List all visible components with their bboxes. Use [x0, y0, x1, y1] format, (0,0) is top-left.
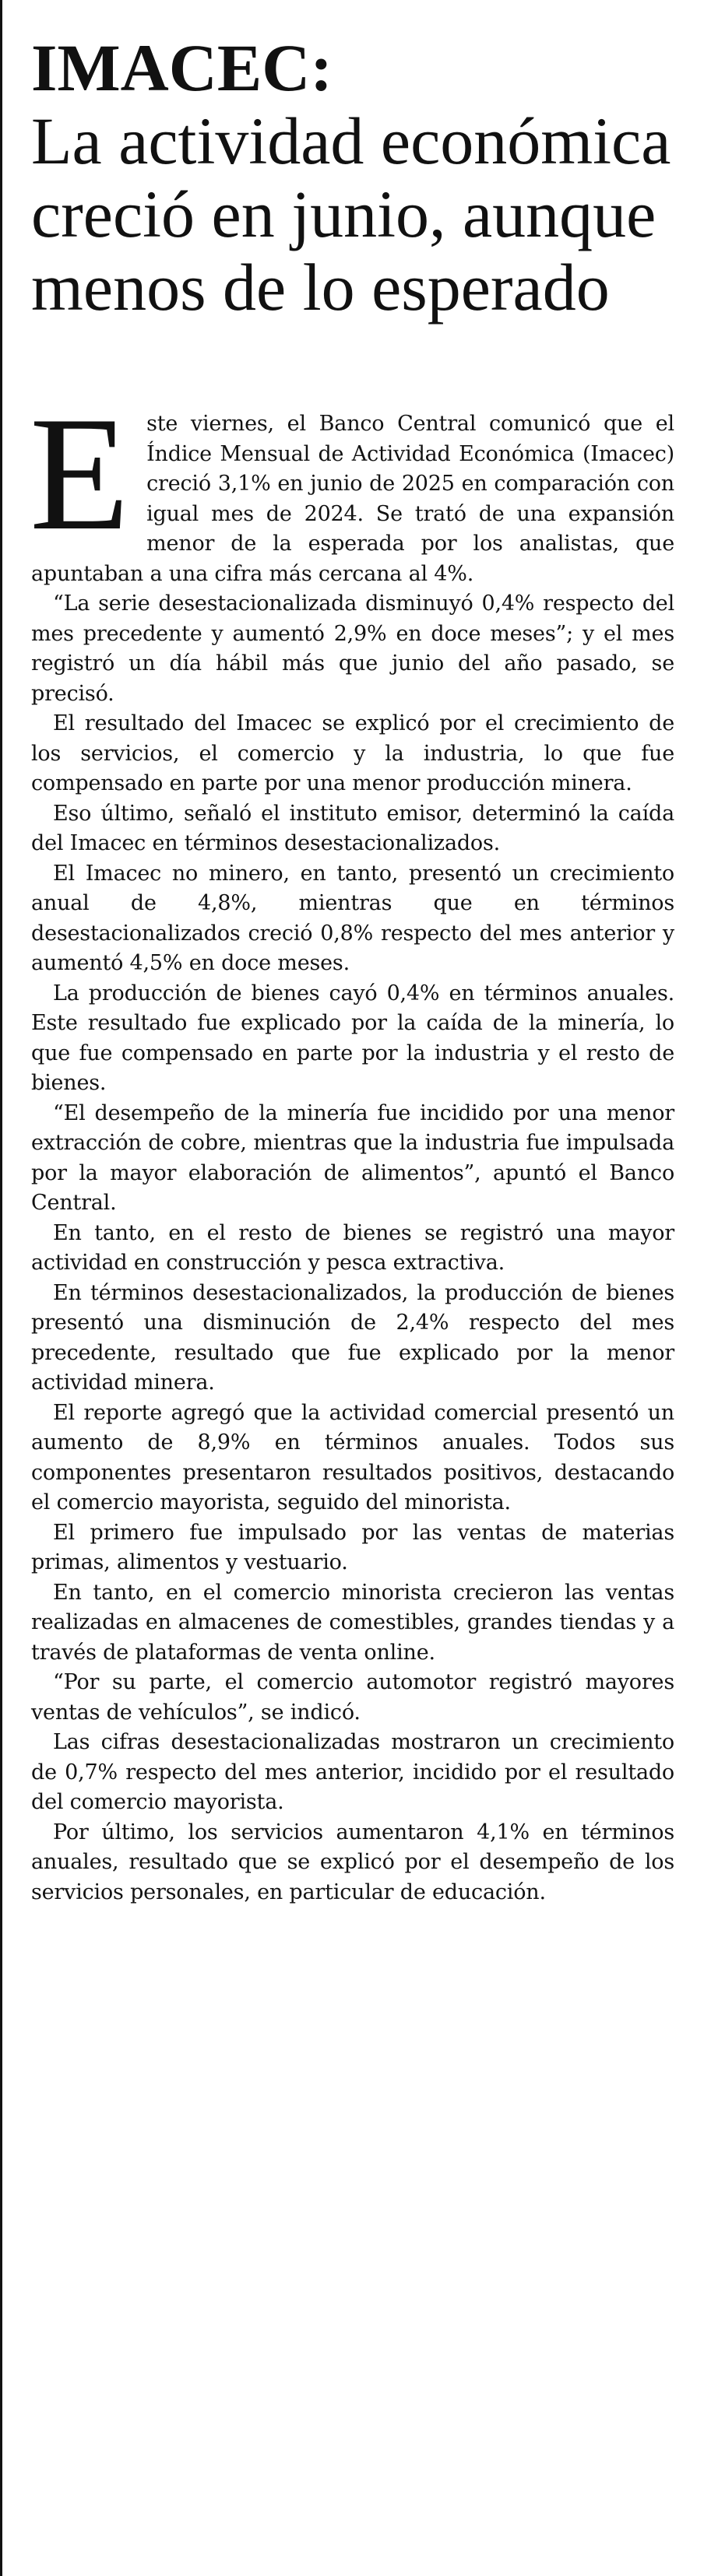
lead-text: ste viernes, el Banco Central comunicó que el Índice Mensual de Actividad Económica (Imacec) creció 3,1% en junio de 2025 en comparación con igual mes de 2024. Se trató de una expansión menor de la esperada por los analistas, que apuntaban a una cifra más cercana al 4%. [31, 412, 674, 586]
paragraph: En términos desestacionalizados, la producción de bienes presentó una disminución de 2,4% respecto del mes precedente, resultado que fue explicado por la menor actividad minera. [31, 1280, 674, 1395]
news-article [31, 31, 674, 1907]
paragraph: “Por su parte, el comercio automotor registró mayores ventas de vehículos”, se indicó. [31, 1670, 674, 1725]
lead-paragraph [30, 384, 674, 589]
paragraph: Eso último, señaló el instituto emisor, determinó la caída del Imacec en términos desestacionalizados. [31, 801, 674, 855]
paragraph: “La serie desestacionalizada disminuyó 0,4% respecto del mes precedente y aumentó 2,9% en doce meses”; y el mes registró un día hábil más que junio del año pasado, se precisó. [31, 591, 674, 706]
paragraph: El reporte agregó que la actividad comercial presentó un aumento de 8,9% en términos anuales. Todos sus componentes presentaron resultados positivos, destacando el comercio mayorista, seguido del minorista. [31, 1400, 674, 1514]
paragraph: Las cifras desestacionalizadas mostraron un crecimiento de 0,7% respecto del mes anterior, incidido por el resultado del comercio mayorista. [31, 1730, 674, 1814]
paragraph: El primero fue impulsado por las ventas de materias primas, alimentos y vestuario. [31, 1520, 674, 1574]
headline-title: La actividad económica creció en junio, aunque menos de lo esperado [31, 104, 671, 325]
paragraph: La producción de bienes cayó 0,4% en términos anuales. Este resultado fue explicado por la caída de la minería, lo que fue compensado en parte por la industria y el resto de bienes. [31, 981, 674, 1095]
paragraph: En tanto, en el comercio minorista crecieron las ventas realizadas en almacenes de comestibles, grandes tiendas y a través de plataformas de venta online. [31, 1580, 674, 1665]
paragraph: En tanto, en el resto de bienes se registró una mayor actividad en construcción y pesca extractiva. [31, 1220, 674, 1275]
headline-kicker: IMACEC: [31, 30, 333, 105]
paragraph: El resultado del Imacec se explicó por el crecimiento de los servicios, el comercio y la industria, lo que fue compensado en parte por una menor producción minera. [31, 711, 674, 795]
paragraph: “El desempeño de la minería fue incidido por una menor extracción de cobre, mientras que la industria fue impulsada por la mayor elaboración de alimentos”, apuntó el Banco Central. [31, 1100, 674, 1215]
drop-cap: E [30, 384, 130, 564]
paragraph: Por último, los servicios aumentaron 4,1% en términos anuales, resultado que se explicó por el desempeño de los servicios personales, en particular de educación. [31, 1820, 674, 1904]
article-body [30, 384, 674, 1907]
article-headline [31, 31, 674, 324]
paragraph: El Imacec no minero, en tanto, presentó un crecimiento anual de 4,8%, mientras que en términos desestacionalizados creció 0,8% respecto del mes anterior y aumentó 4,5% en doce meses. [31, 861, 674, 975]
column-rule [0, 0, 2, 2576]
